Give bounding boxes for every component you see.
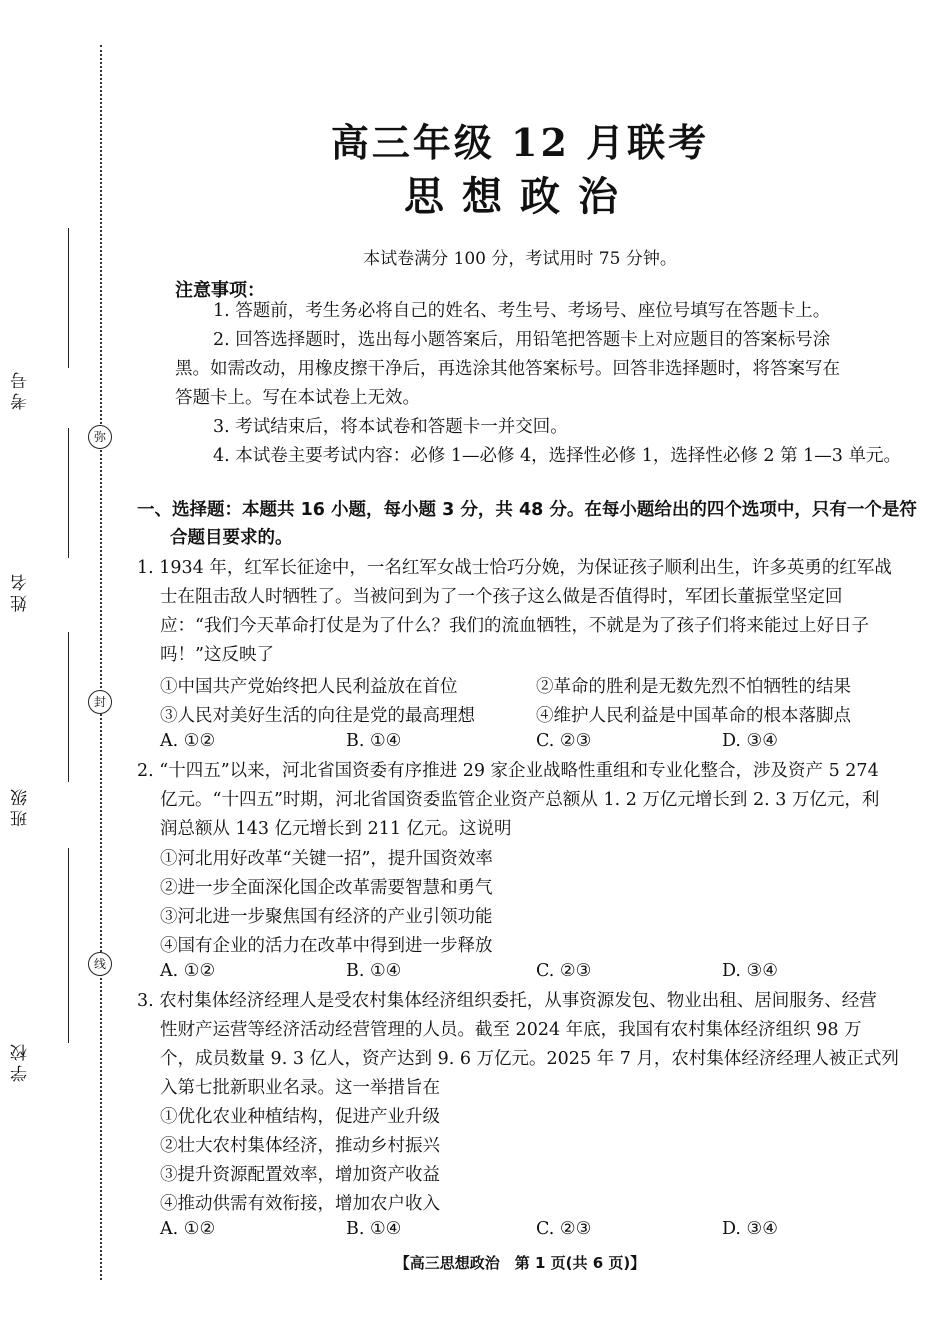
question-1-choice-d: D. ③④ <box>722 731 778 751</box>
question-3-item: ④推动供需有效衔接，增加农户收入 <box>160 1194 440 1214</box>
section-heading: 一、选择题：本题共 16 小题，每小题 3 分，共 48 分。在每小题给出的四个选项中，只有一个是符 <box>137 500 917 520</box>
question-3-choice-b: B. ①④ <box>346 1219 402 1239</box>
seal-xian: 线 <box>88 952 112 976</box>
question-2-choice-c: C. ②③ <box>536 961 592 981</box>
field-label-class: 班级 <box>11 785 31 827</box>
question-2-item: ③河北进一步聚焦国有经济的产业引领功能 <box>160 907 493 927</box>
question-2-stem: 亿元。“十四五”时期，河北省国资委监管企业资产总额从 1. 2 万亿元增长到 2. 3 万亿元，利 <box>160 790 880 810</box>
question-2-choice-b: B. ①④ <box>346 961 402 981</box>
question-1-stem: 1. 1934 年，红军长征途中，一名红军女战士恰巧分娩，为保证孩子顺利出生，许多英勇的红军战 <box>137 558 892 578</box>
question-1-choice-a: A. ①② <box>160 731 216 751</box>
question-3-choice-c: C. ②③ <box>536 1219 592 1239</box>
question-3-stem: 个，成员数量 9. 3 亿人，资产达到 9. 6 万亿元。2025 年 7 月，农村集体经济经理人被正式列 <box>160 1049 899 1069</box>
exam-title: 高三年级 12 月联考 <box>330 120 710 165</box>
question-3-item: ③提升资源配置效率，增加资产收益 <box>160 1165 440 1185</box>
question-1-item: ②革命的胜利是无数先烈不怕牺牲的结果 <box>536 677 851 697</box>
notice-line: 答题卡上。写在本试卷上无效。 <box>175 388 420 408</box>
page-footer: 【高三思想政治 第 1 页(共 6 页)】 <box>394 1254 646 1272</box>
binding-dotted-line <box>100 45 102 1280</box>
notice-line: 4. 本试卷主要考试内容：必修 1—必修 4，选择性必修 1，选择性必修 2 第 1—3 单元。 <box>213 446 902 466</box>
notice-line: 3. 考试结束后，将本试卷和答题卡一并交回。 <box>213 417 568 437</box>
question-3-stem: 性财产运营等经济活动经营管理的人员。截至 2024 年底，我国有农村集体经济组织 98 万 <box>160 1020 862 1040</box>
question-3-item: ①优化农业种植结构，促进产业升级 <box>160 1107 440 1127</box>
question-1-item: ④维护人民利益是中国革命的根本落脚点 <box>536 706 851 726</box>
seal-feng: 封 <box>88 690 112 714</box>
question-1-stem: 应：“我们今天革命打仗是为了什么？我们的流血牺牲，不就是为了孩子们将来能过上好日子 <box>160 616 869 636</box>
question-1-choice-c: C. ②③ <box>536 731 592 751</box>
question-3-choice-a: A. ①② <box>160 1219 216 1239</box>
notice-line: 1. 答题前，考生务必将自己的姓名、考生号、考场号、座位号填写在答题卡上。 <box>213 301 831 321</box>
seal-mi: 弥 <box>88 425 112 449</box>
subject-title: 思想政治 <box>404 173 636 220</box>
field-line-class-top <box>68 632 69 782</box>
question-3-stem: 入第七批新职业名录。这一举措旨在 <box>160 1078 440 1098</box>
field-label-name: 姓名 <box>11 570 31 612</box>
question-2-item: ④国有企业的活力在改革中得到进一步释放 <box>160 936 493 956</box>
notice-heading: 注意事项： <box>175 280 265 301</box>
field-label-exam-number: 考号 <box>11 368 31 410</box>
question-1-choice-b: B. ①④ <box>346 731 402 751</box>
question-2-stem: 润总额从 143 亿元增长到 211 亿元。这说明 <box>160 819 512 839</box>
question-3-item: ②壮大农村集体经济，推动乡村振兴 <box>160 1136 440 1156</box>
notice-line: 黑。如需改动，用橡皮擦干净后，再选涂其他答案标号。回答非选择题时，将答案写在 <box>175 359 840 379</box>
question-3-stem: 3. 农村集体经济经理人是受农村集体经济组织委托，从事资源发包、物业出租、居间服务、经营 <box>137 991 877 1011</box>
question-1-item: ③人民对美好生活的向往是党的最高理想 <box>160 706 475 726</box>
question-2-item: ②进一步全面深化国企改革需要智慧和勇气 <box>160 878 493 898</box>
section-heading-cont: 合题目要求的。 <box>170 528 293 548</box>
field-label-school: 学校 <box>11 1040 31 1082</box>
question-3-choice-d: D. ③④ <box>722 1219 778 1239</box>
question-1-stem: 吗！”这反映了 <box>160 645 274 665</box>
question-1-stem: 士在阻击敌人时牺牲了。当被问到为了一个孩子这么做是否值得时，军团长董振堂坚定回 <box>160 587 843 607</box>
question-2-choice-d: D. ③④ <box>722 961 778 981</box>
notice-line: 2. 回答选择题时，选出每小题答案后，用铅笔把答题卡上对应题目的答案标号涂 <box>213 330 831 350</box>
question-2-item: ①河北用好改革“关键一招”，提升国资效率 <box>160 849 493 869</box>
question-2-choice-a: A. ①② <box>160 961 216 981</box>
score-line: 本试卷满分 100 分，考试用时 75 分钟。 <box>363 249 677 269</box>
field-line-school-top <box>68 848 69 1043</box>
question-1-item: ①中国共产党始终把人民利益放在首位 <box>160 677 458 697</box>
question-2-stem: 2. “十四五”以来，河北省国资委有序推进 29 家企业战略性重组和专业化整合，涉及资产 5 274 <box>137 761 879 781</box>
field-line-name-top <box>68 428 69 558</box>
